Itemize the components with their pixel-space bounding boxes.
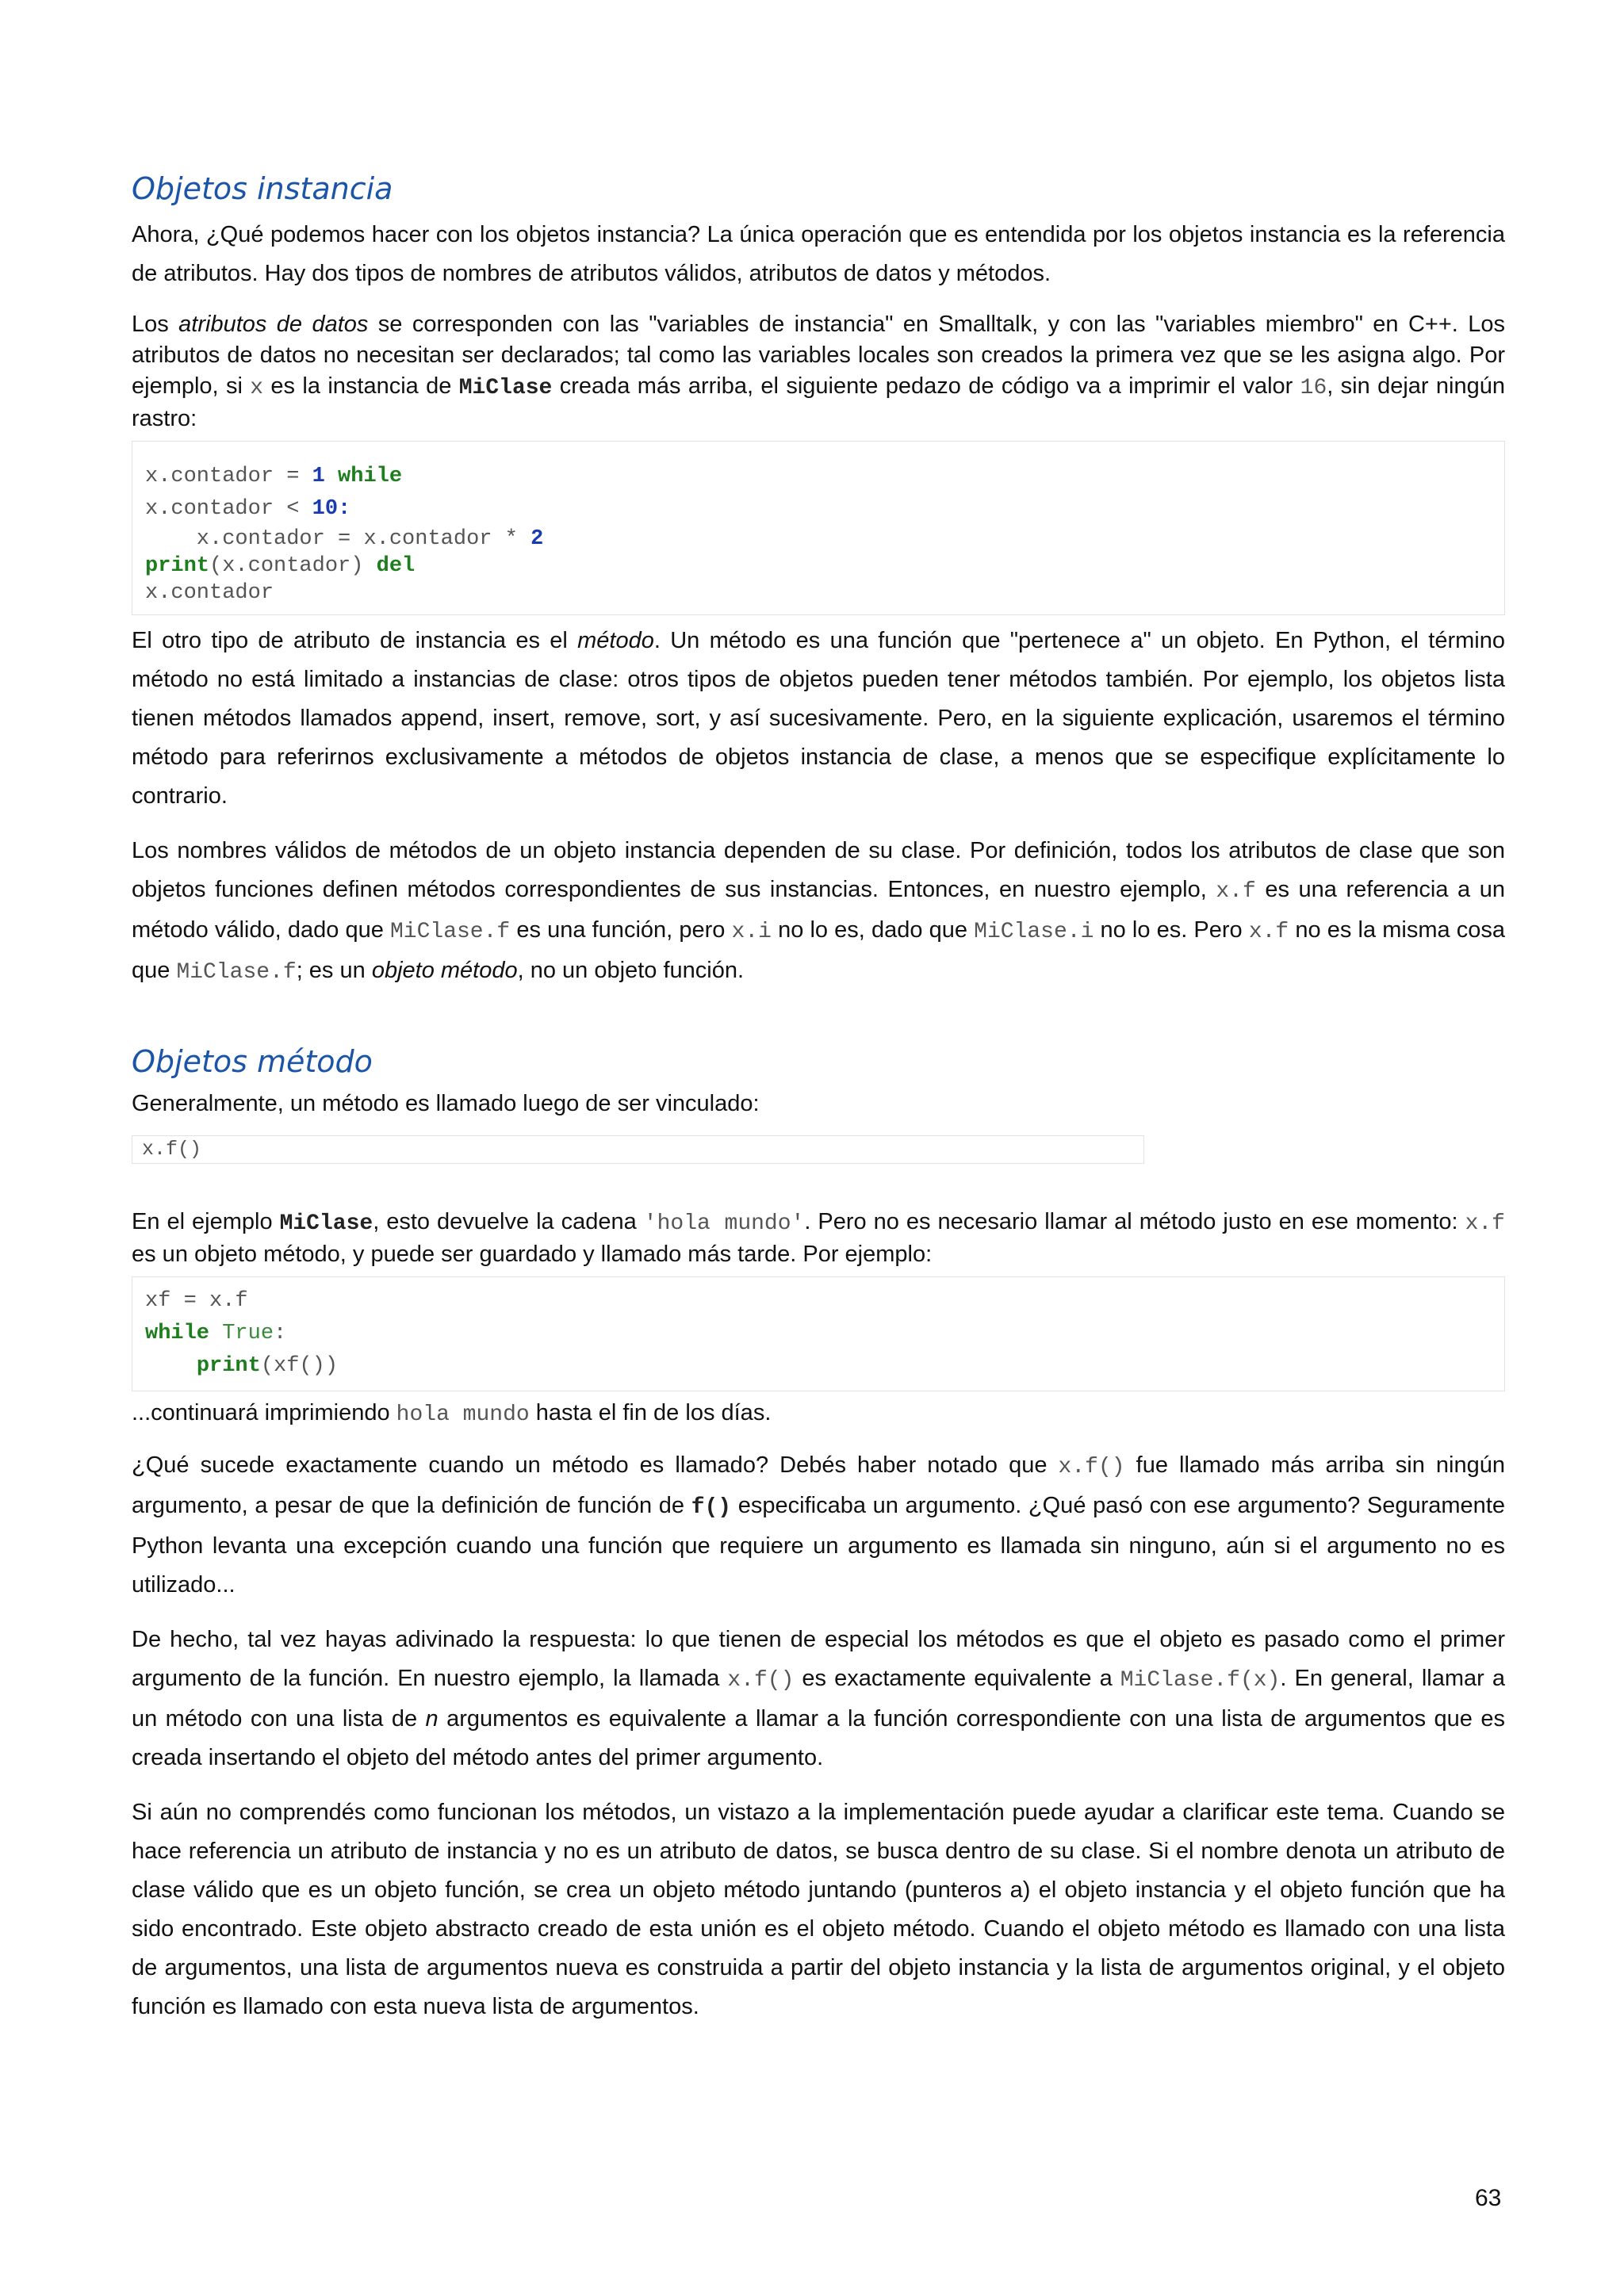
inline-code: MiClase.f	[176, 960, 297, 985]
code-number: 2	[530, 527, 544, 551]
inline-code: x.i	[731, 920, 772, 944]
paragraph-metodo	[132, 622, 1505, 816]
text: no lo es. Pero	[1094, 917, 1249, 943]
paragraph-atributos-datos	[132, 309, 1505, 434]
text: es la instancia de	[263, 373, 459, 399]
code-number: 1	[312, 465, 325, 488]
text: no es la misma cosa que	[132, 917, 1505, 983]
text: De hecho, tal vez hayas adivinado la respuesta: lo que tienen de especial los métodos es que el objeto es pasado como el primer argumento de la función. En nuestro ejemplo, la llamada	[132, 1627, 1505, 1691]
paragraph-nombres-validos	[132, 832, 1505, 992]
code-line	[145, 553, 1492, 580]
text: es una referencia a un método válido, dado que	[132, 877, 1505, 943]
text: , no un objeto función.	[517, 958, 745, 983]
emphasis: n	[425, 1706, 439, 1732]
code-line	[145, 526, 1492, 553]
text: creada más arriba, el siguiente pedazo de código va a imprimir el valor	[552, 373, 1300, 399]
code-line	[145, 493, 1492, 526]
inline-code-bold: MiClase	[458, 376, 553, 400]
inline-code: x.f	[1216, 879, 1256, 904]
inline-code: x.f()	[727, 1668, 795, 1693]
text: especificaba un argumento. ¿Qué pasó con ese argumento? Seguramente Python levanta una excepción cuando una función que requiere un argumento es llamada sin ninguno, aún si el argumento no es utilizado...	[132, 1493, 1506, 1598]
code-keyword: del	[376, 554, 416, 578]
code-block-xf-call: x.f()	[132, 1135, 1144, 1164]
text: hasta el fin de los días.	[529, 1400, 772, 1425]
paragraph-continuara	[132, 1398, 1505, 1430]
code-text: (xf())	[260, 1354, 339, 1378]
emphasis: atributos de datos	[178, 312, 369, 337]
code-line	[145, 1318, 1492, 1350]
text: ...continuará imprimiendo	[132, 1400, 396, 1425]
paragraph-implementacion: Si aún no comprendés como funcionan los métodos, un vistazo a la implementación puede ayudar a clarificar este tema. Cuando se hace referencia un atributo de instancia y no es un atributo de datos, se busca dentro de su clase. Si el nombre denota un atributo de clase válido que es un objeto función, se crea un objeto método juntando (punteros a) el objeto instancia y el objeto función que ha sido encontrado. Este objeto abstracto creado de esta unión es el objeto método. Cuando el objeto método es llamado con una lista de argumentos, una lista de argumentos nueva es construida a partir del objeto instancia y la lista de argumentos original, y el objeto función es llamado con esta nueva lista de argumentos.	[132, 1800, 1505, 2019]
code-text: (x.contador)	[209, 554, 377, 578]
code-line	[145, 1350, 1492, 1383]
inline-code: x.f	[1248, 920, 1289, 944]
page-number: 63	[1475, 2185, 1502, 2211]
text: se corresponden con las "variables de instancia" en Smalltalk, y con las "variables miembro" en C++. Los atributos de datos no necesitan ser declarados; tal como las variables locales son creados la primera vez que se les asigna algo. Por ejemplo, si	[132, 312, 1505, 399]
text: El otro tipo de atributo de instancia es el	[132, 628, 578, 653]
inline-code: x	[250, 376, 264, 400]
paragraph-que-sucede	[132, 1446, 1505, 1605]
inline-code: x.f()	[1058, 1455, 1125, 1479]
emphasis: método	[577, 628, 654, 653]
document-page	[132, 168, 1505, 2042]
inline-code-bold: MiClase	[279, 1211, 373, 1236]
code-indent	[145, 1354, 197, 1378]
code-keyword: print	[196, 1354, 261, 1378]
inline-code: MiClase.f	[389, 920, 511, 944]
inline-code: MiClase.i	[974, 920, 1094, 944]
code-number: 10:	[312, 497, 351, 521]
text: Los nombres válidos de métodos de un objeto instancia dependen de su clase. Por definición, todos los atributos de clase que son objetos funciones definen métodos correspondientes de sus instancias. Entonces, en nuestro ejemplo,	[132, 838, 1505, 902]
code-text: x.contador <	[145, 497, 312, 521]
heading-objetos-metodo: Objetos método	[132, 1044, 373, 1079]
text: Los	[132, 312, 179, 337]
code-block-contador	[132, 441, 1505, 615]
text: es un objeto método, y puede ser guardado y llamado más tarde. Por ejemplo:	[132, 1242, 933, 1267]
emphasis: objeto método	[371, 958, 518, 983]
section-objetos-metodo	[132, 1041, 1505, 2026]
text: ; es un	[296, 958, 372, 983]
heading-objetos-instancia: Objetos instancia	[132, 171, 393, 206]
code-keyword: while	[324, 465, 403, 488]
code-keyword: while	[145, 1322, 210, 1345]
text: ¿Qué sucede exactamente cuando un método es llamado? Debés haber notado que	[132, 1452, 1059, 1478]
inline-code: 16	[1300, 376, 1327, 400]
code-block-while-true	[132, 1276, 1505, 1391]
code-text: x.contador = x.contador *	[145, 527, 531, 551]
paragraph-de-hecho	[132, 1621, 1505, 1777]
text: . Pero no es necesario llamar al método justo en ese momento:	[804, 1209, 1465, 1234]
code-line: x.contador	[145, 581, 274, 605]
text: . Un método es una función que "pertenece a" un objeto. En Python, el término método no está limitado a instancias de clase: otros tipos de objetos pueden tener métodos también. Por ejemplo, los objetos lista tienen métodos llamados append, insert, remove, sort, y así sucesivamente. Pero, en la siguiente explicación, usaremos el término método para referirnos exclusivamente a métodos de objetos instancia de clase, a menos que se especifique explícitamente lo contrario.	[132, 628, 1505, 809]
text: no lo es, dado que	[771, 917, 975, 943]
inline-code: x.f	[1465, 1211, 1505, 1236]
inline-code: hola mundo	[396, 1402, 530, 1427]
inline-code: 'hola mundo'	[643, 1211, 805, 1236]
paragraph-instancia-intro: Ahora, ¿Qué podemos hacer con los objetos instancia? La única operación que es entendida por los objetos instancia es la referencia de atributos. Hay dos tipos de nombres de atributos válidos, atributos de datos y métodos.	[132, 222, 1505, 286]
code-text: :	[274, 1322, 287, 1345]
text: En el ejemplo	[132, 1209, 280, 1234]
code-constant: True	[209, 1322, 274, 1345]
text: argumentos es equivalente a llamar a la función correspondiente con una lista de argumentos que es creada insertando el objeto del método antes del primer argumento.	[132, 1706, 1505, 1770]
text: , sin dejar ningún rastro:	[132, 373, 1506, 431]
paragraph-vinculado: Generalmente, un método es llamado luego de ser vinculado:	[132, 1091, 760, 1116]
inline-code-bold: f()	[691, 1495, 732, 1520]
text: , esto devuelve la cadena	[373, 1209, 644, 1234]
code-text: x.contador =	[145, 465, 312, 488]
text: es una función, pero	[510, 917, 732, 943]
code-line: xf = x.f	[145, 1289, 248, 1313]
inline-code: MiClase.f(x)	[1120, 1668, 1281, 1693]
paragraph-ejemplo-miclase	[132, 1207, 1505, 1270]
code-keyword: print	[145, 554, 210, 578]
code-line	[145, 461, 1492, 493]
text: es exactamente equivalente a	[794, 1666, 1120, 1691]
text: fue llamado más arriba sin ningún argumento, a pesar de que la definición de función de	[132, 1452, 1505, 1518]
text: . En general, llamar a un método con una lista de	[132, 1666, 1505, 1732]
